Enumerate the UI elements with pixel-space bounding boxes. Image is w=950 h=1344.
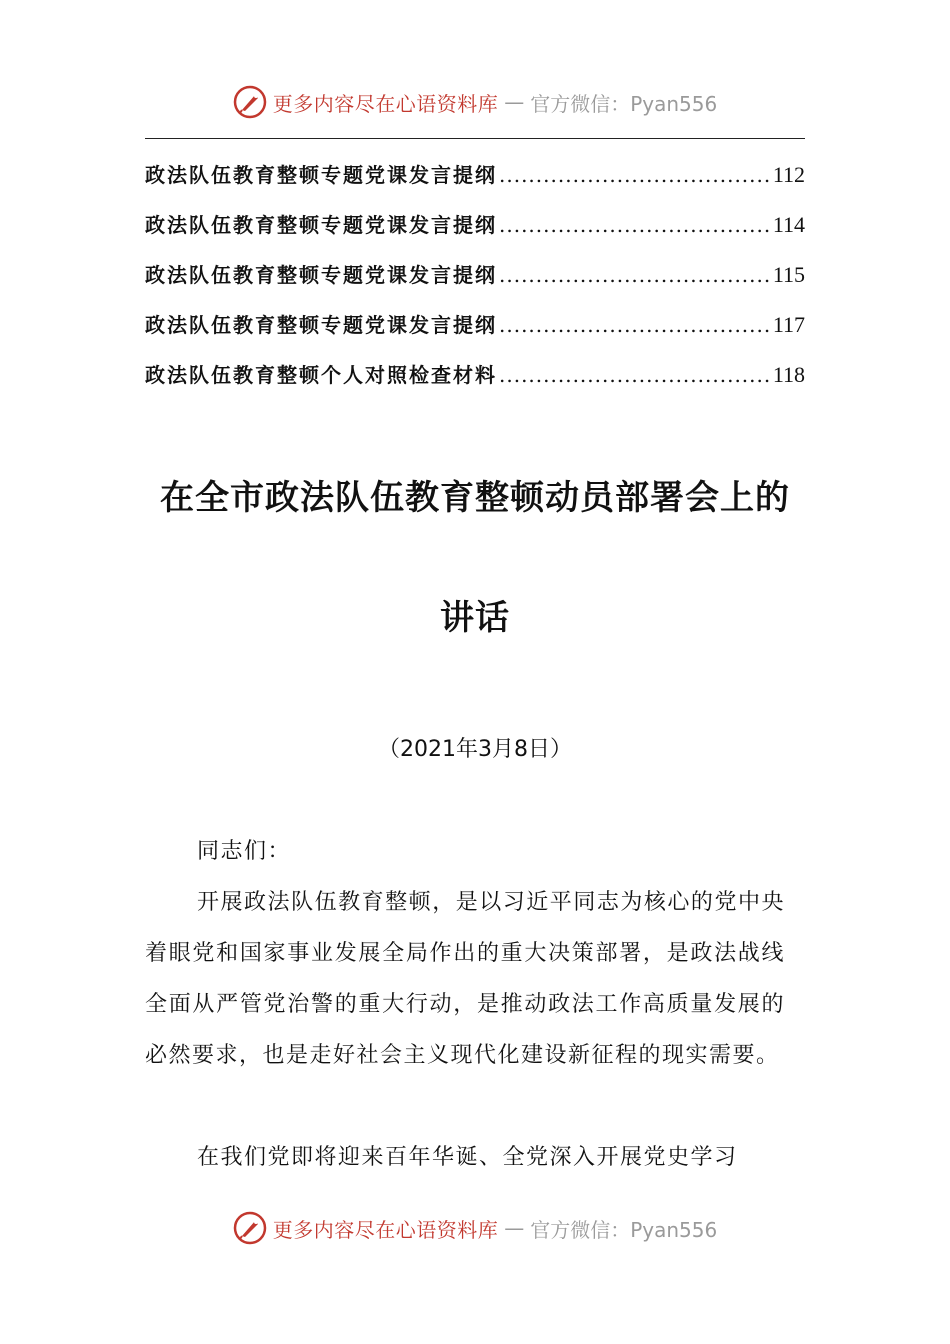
quill-logo-icon: [233, 1211, 267, 1245]
toc-entry[interactable]: [145, 200, 805, 250]
toc-entry-title: 政法队伍教育整顿专题党课发言提纲: [145, 213, 497, 237]
toc-entry-title: 政法队伍教育整顿专题党课发言提纲: [145, 263, 497, 287]
toc-entry[interactable]: [145, 350, 805, 400]
document-title-line-2: 讲话: [440, 598, 510, 638]
watermark-separator: —: [504, 90, 525, 114]
toc-entry-page: 114: [772, 212, 805, 237]
toc-entry[interactable]: [145, 150, 805, 200]
body-paragraph: 在我们党即将迎来百年华诞、全党深入开展党史学习: [197, 1145, 738, 1170]
document-date: （2021年3月8日）: [378, 737, 572, 762]
watermark-separator: —: [504, 1216, 525, 1240]
toc-entry-page: 115: [772, 262, 805, 287]
header-divider: [145, 138, 805, 139]
watermark-contact: 官方微信：Pyan556: [530, 91, 718, 116]
toc-entry-page: 118: [772, 362, 805, 387]
watermark-brand: 更多内容尽在心语资料库: [272, 1217, 499, 1242]
salutation: 同志们：: [197, 839, 292, 864]
quill-logo-icon: [233, 85, 267, 119]
table-of-contents: [145, 150, 805, 400]
watermark-brand: 更多内容尽在心语资料库: [272, 91, 499, 116]
watermark-contact: 官方微信：Pyan556: [530, 1217, 718, 1242]
toc-entry[interactable]: [145, 250, 805, 300]
toc-entry[interactable]: [145, 300, 805, 350]
toc-leader-dots: [499, 300, 771, 350]
toc-leader-dots: [499, 250, 771, 300]
body-paragraph: 开展政法队伍教育整顿，是以习近平同志为核心的党中央着眼党和国家事业发展全局作出的重大决策部署，是政法战线全面从严管党治警的重大行动，是推动政法工作高质量发展的必然要求，也是走好社会主义现代化建设新征程的现实需要。: [145, 890, 785, 1068]
toc-leader-dots: [499, 200, 771, 250]
toc-entry-title: 政法队伍教育整顿专题党课发言提纲: [145, 163, 497, 187]
toc-entry-page: 117: [772, 312, 805, 337]
toc-leader-dots: [499, 150, 771, 200]
toc-leader-dots: [499, 350, 771, 400]
footer-watermark: [0, 1208, 950, 1248]
document-title-line-1: 在全市政法队伍教育整顿动员部署会上的: [160, 478, 790, 518]
toc-entry-title: 政法队伍教育整顿专题党课发言提纲: [145, 313, 497, 337]
header-watermark: [0, 82, 950, 122]
toc-entry-page: 112: [772, 162, 805, 187]
toc-entry-title: 政法队伍教育整顿个人对照检查材料: [145, 363, 497, 387]
